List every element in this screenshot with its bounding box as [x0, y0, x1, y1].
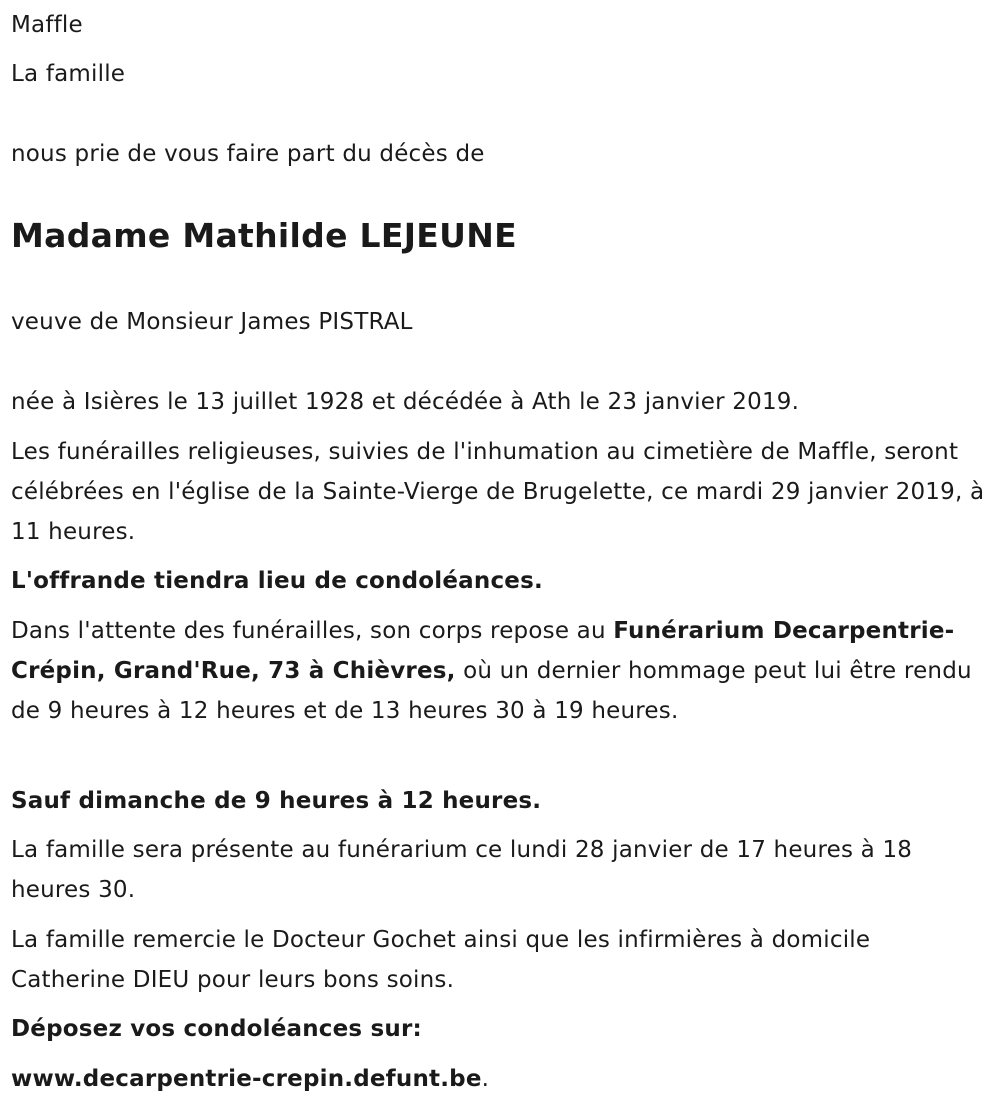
rest-before: Dans l'attente des funérailles, son corps repose au — [11, 618, 614, 644]
intro-line: nous prie de vous faire part du décès de — [11, 141, 485, 167]
offering-line: L'offrande tiendra lieu de condoléances. — [11, 568, 543, 594]
deceased-name: Madame Mathilde LEJEUNE — [11, 216, 517, 255]
condolences-url-suffix: . — [481, 1066, 490, 1092]
birth-death-line: née à Isières le 13 juillet 1928 et décédée à Ath le 23 janvier 2019. — [11, 389, 800, 415]
rest-after: où un dernier hommage peut lui être rendu de 9 heures à 12 heures et de 13 heures 30 à 19 heures. — [11, 658, 972, 724]
place-line: Maffle — [11, 12, 83, 38]
sunday-line: Sauf dimanche de 9 heures à 12 heures. — [11, 788, 542, 814]
spouse-line: veuve de Monsieur James PISTRAL — [11, 309, 413, 335]
condolences-url[interactable]: www.decarpentrie-crepin.defunt.be — [11, 1066, 482, 1092]
rest-paragraph — [11, 611, 991, 731]
condolences-label: Déposez vos condoléances sur: — [11, 1016, 422, 1042]
family-line: La famille — [11, 61, 126, 87]
funeral-paragraph: Les funérailles religieuses, suivies de l'inhumation au cimetière de Maffle, seront célébrées en l'église de la Sainte-Vierge de Brugelette, ce mardi 29 janvier 2019, à 11 heures. — [11, 439, 985, 545]
funerarium-location: Funérarium Decarpentrie-Crépin, Grand'Rue, 73 à Chièvres, — [11, 618, 955, 684]
presence-paragraph: La famille sera présente au funérarium ce lundi 28 janvier de 17 heures à 18 heures 30. — [11, 837, 913, 903]
condolences-link-line — [11, 1059, 489, 1099]
thanks-paragraph: La famille remercie le Docteur Gochet ainsi que les infirmières à domicile Catherine DIEU pour leurs bons soins. — [11, 927, 871, 993]
